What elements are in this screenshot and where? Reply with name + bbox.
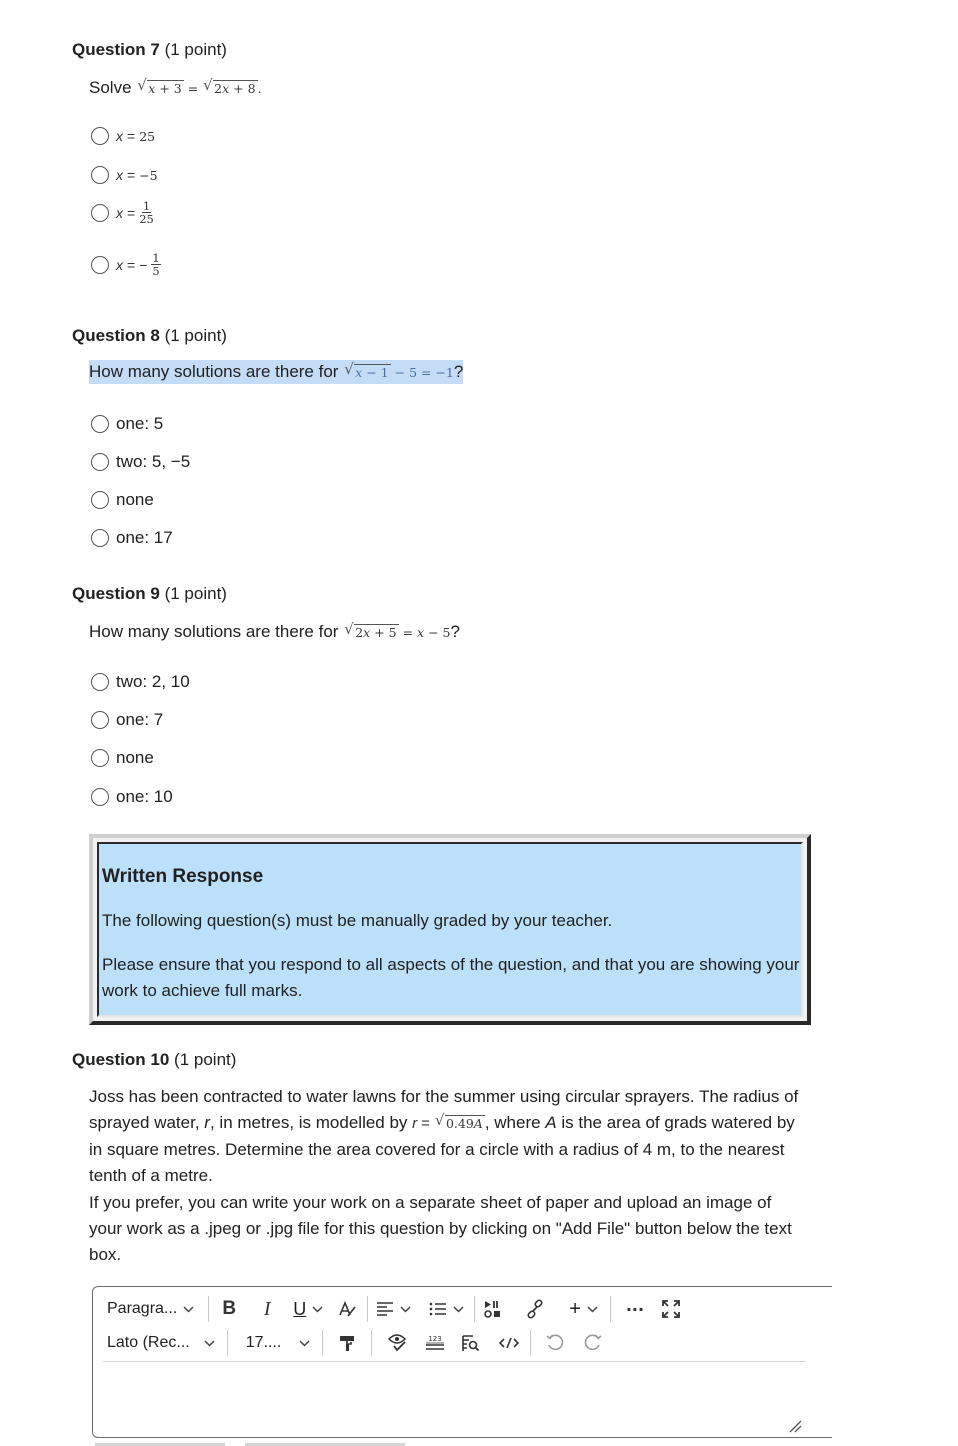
chevron-down-icon — [400, 1306, 411, 1313]
question-points: (1 point) — [164, 326, 227, 345]
option-label: one: 7 — [116, 710, 164, 729]
accessibility-checker-icon[interactable] — [386, 1333, 408, 1353]
math-term: − — [139, 256, 148, 273]
question-number: Question 9 — [72, 584, 160, 603]
question-9-stem — [89, 622, 460, 642]
option-q8-3[interactable] — [91, 490, 154, 510]
list-select[interactable] — [429, 1301, 464, 1317]
word-count-label: 123 — [428, 1335, 442, 1343]
variable: x — [116, 128, 123, 144]
math-term: = — [187, 81, 199, 96]
bold-button[interactable]: B — [222, 1298, 237, 1319]
option-q9-2[interactable] — [91, 710, 163, 730]
more-options-icon[interactable]: ··· — [625, 1299, 645, 1319]
denominator: 5 — [152, 264, 160, 278]
sqrt — [204, 80, 257, 96]
math-term: −5 — [139, 167, 158, 183]
sqrt — [345, 364, 390, 380]
align-select[interactable] — [376, 1301, 411, 1317]
stem-text: How many solutions are there for — [89, 622, 339, 641]
math-term: 2 — [355, 625, 364, 640]
variable: A — [545, 1113, 557, 1132]
radio-button[interactable] — [91, 788, 109, 806]
option-label — [116, 167, 158, 183]
option-label — [116, 200, 154, 225]
sqrt — [436, 1111, 485, 1137]
radio-button[interactable] — [91, 529, 109, 547]
toolbar-divider — [371, 1330, 372, 1356]
math-term: = — [127, 128, 136, 144]
radio-button[interactable] — [91, 204, 109, 222]
math-term: 2 — [214, 81, 223, 96]
math-term: 0.49 — [445, 1116, 474, 1131]
radio-button[interactable] — [91, 127, 109, 145]
chevron-down-icon — [299, 1340, 310, 1347]
math-term: = — [402, 625, 414, 640]
font-size-select[interactable] — [246, 1334, 311, 1352]
stem-text: How many solutions are there for — [89, 362, 339, 381]
source-code-icon[interactable] — [498, 1333, 520, 1353]
question-8-stem — [89, 362, 463, 382]
editor-text-area[interactable] — [103, 1365, 802, 1433]
written-response-line-1: The following question(s) must be manually graded by your teacher. — [102, 911, 613, 930]
option-q7-2[interactable] — [91, 166, 158, 184]
question-9-title — [72, 584, 227, 604]
toolbar-row-1 — [107, 1294, 681, 1324]
math-term: = — [127, 204, 136, 221]
question-number: Question 10 — [72, 1050, 170, 1069]
question-8-title — [72, 326, 227, 346]
sqrt — [345, 624, 398, 640]
equation — [343, 625, 450, 640]
question-points: (1 point) — [164, 584, 227, 603]
option-q7-1[interactable] — [91, 127, 155, 145]
rich-text-editor[interactable] — [92, 1286, 832, 1438]
toolbar-divider — [208, 1296, 209, 1322]
math-term: ? — [450, 622, 460, 641]
redo-icon[interactable] — [583, 1333, 603, 1353]
option-q7-4[interactable] — [91, 252, 161, 277]
written-response-panel — [97, 842, 803, 1017]
math-term: . — [257, 81, 262, 96]
denominator: 25 — [139, 212, 154, 226]
option-q8-2[interactable] — [91, 452, 190, 472]
written-response-title: Written Response — [102, 866, 264, 887]
math-term: − 5 — [428, 625, 451, 640]
math-term: − 1 — [366, 365, 389, 380]
option-label — [116, 252, 161, 277]
fraction — [151, 252, 160, 277]
chevron-down-icon — [183, 1306, 194, 1313]
underline-button[interactable] — [293, 1299, 323, 1320]
variable: A — [473, 1116, 483, 1131]
math-term: + 5 — [374, 625, 397, 640]
question-points: (1 point) — [174, 1050, 237, 1069]
math-term: ? — [453, 362, 464, 381]
variable: x — [222, 81, 230, 96]
option-q9-1[interactable] — [91, 672, 190, 692]
paragraph-style-select[interactable] — [107, 1300, 194, 1318]
chevron-down-icon — [587, 1306, 598, 1313]
numerator: 1 — [142, 199, 151, 213]
undo-icon[interactable] — [545, 1333, 565, 1353]
option-label: two: 5, −5 — [116, 452, 191, 471]
resize-handle-icon[interactable] — [788, 1419, 802, 1433]
toolbar-divider — [610, 1296, 611, 1322]
toolbar-divider-line — [103, 1361, 806, 1362]
written-response-line-2: Please ensure that you respond to all aspects of the question, and that you are showing your work to achieve full marks. — [102, 955, 800, 1000]
variable: x — [148, 81, 156, 96]
variable: x — [116, 256, 123, 273]
select-value: 17.... — [245, 1334, 282, 1351]
numerator: 1 — [152, 251, 160, 265]
option-q8-4[interactable] — [91, 528, 173, 548]
word-count-icon[interactable] — [424, 1333, 446, 1353]
radio-button[interactable] — [91, 453, 109, 471]
plus-icon: + — [569, 1297, 581, 1320]
formula — [412, 1111, 485, 1137]
question-10-title — [72, 1050, 236, 1070]
question-points: (1 point) — [164, 40, 227, 59]
font-family-select[interactable] — [107, 1334, 215, 1352]
text: is the area of grads watered by in square metres. Determine the area covered for a circle with a radius of 4 m, to the nearest tenth of a metre. — [89, 1113, 795, 1185]
math-term: − 5 = −1 — [394, 365, 454, 380]
toolbar-divider — [322, 1330, 323, 1356]
insert-media-icon[interactable] — [483, 1299, 503, 1319]
radio-button[interactable] — [91, 415, 109, 433]
radio-button[interactable] — [91, 749, 109, 767]
equation — [136, 81, 261, 96]
toolbar-row-2 — [107, 1328, 603, 1358]
option-label: one: 10 — [116, 787, 173, 806]
question-10-paragraph-2: If you prefer, you can write your work on a separate sheet of paper and upload an image of your work as a .jpeg or .jpg file for this question by clicking on "Add File" button below the text box. — [89, 1193, 792, 1264]
radio-button[interactable] — [91, 711, 109, 729]
math-term: = — [127, 167, 136, 183]
text: Joss has been contracted to water lawns for the summer using circular sprayers. The radius of sprayed water, — [89, 1087, 799, 1132]
stem-text: Solve — [89, 78, 132, 97]
option-label: none — [116, 490, 154, 509]
chevron-down-icon — [204, 1340, 215, 1347]
question-10-paragraph-1 — [89, 1084, 809, 1189]
select-value: Paragra... — [107, 1300, 178, 1317]
radio-button[interactable] — [91, 673, 109, 691]
option-label: two: 2, 10 — [116, 672, 190, 691]
question-7-title — [72, 40, 227, 60]
question-7-stem — [89, 78, 262, 98]
math-term: = — [127, 256, 136, 273]
find-replace-icon[interactable] — [460, 1333, 480, 1353]
option-label: one: 5 — [116, 414, 164, 433]
toolbar-divider — [530, 1330, 531, 1356]
variable: x — [363, 625, 371, 640]
variable: x — [116, 204, 123, 221]
radio-button[interactable] — [91, 166, 109, 184]
italic-button[interactable]: I — [263, 1297, 271, 1320]
select-value: Lato (Rec... — [107, 1334, 190, 1351]
math-term: = — [421, 1115, 430, 1132]
variable: x — [417, 625, 425, 640]
math-term: 25 — [139, 128, 156, 144]
chevron-down-icon — [312, 1306, 323, 1313]
insert-menu[interactable] — [569, 1298, 598, 1321]
option-label: none — [116, 748, 154, 767]
chevron-down-icon — [453, 1306, 464, 1313]
equation — [343, 365, 454, 380]
variable: x — [355, 365, 363, 380]
written-response-box — [89, 834, 811, 1025]
variable: r — [412, 1115, 418, 1132]
underline-label: U — [293, 1298, 307, 1319]
link-icon[interactable] — [525, 1299, 545, 1319]
option-q8-1[interactable] — [91, 414, 163, 434]
variable: x — [116, 167, 123, 183]
radio-button[interactable] — [91, 256, 109, 274]
bulleted-list-icon — [429, 1301, 447, 1317]
radio-button[interactable] — [91, 491, 109, 509]
strikethrough-format-icon[interactable] — [337, 1299, 357, 1319]
text: , where — [484, 1113, 541, 1132]
question-number: Question 7 — [72, 40, 160, 59]
option-q9-4[interactable] — [91, 787, 173, 807]
align-left-icon — [376, 1301, 394, 1317]
fraction — [139, 200, 154, 225]
variable: r — [204, 1113, 210, 1132]
option-q9-3[interactable] — [91, 748, 154, 768]
math-term: + 3 — [159, 81, 182, 96]
format-painter-icon[interactable] — [337, 1333, 357, 1353]
option-label: one: 17 — [116, 528, 173, 547]
toolbar-divider — [367, 1296, 368, 1322]
math-term: + 8 — [233, 81, 256, 96]
sqrt — [138, 80, 183, 96]
question-number: Question 8 — [72, 326, 160, 345]
option-label — [116, 128, 155, 144]
text: , in metres, is modelled by — [209, 1113, 408, 1132]
fullscreen-icon[interactable] — [661, 1299, 681, 1319]
toolbar-divider — [227, 1330, 228, 1356]
toolbar-divider — [474, 1296, 475, 1322]
option-q7-3[interactable] — [91, 200, 154, 225]
